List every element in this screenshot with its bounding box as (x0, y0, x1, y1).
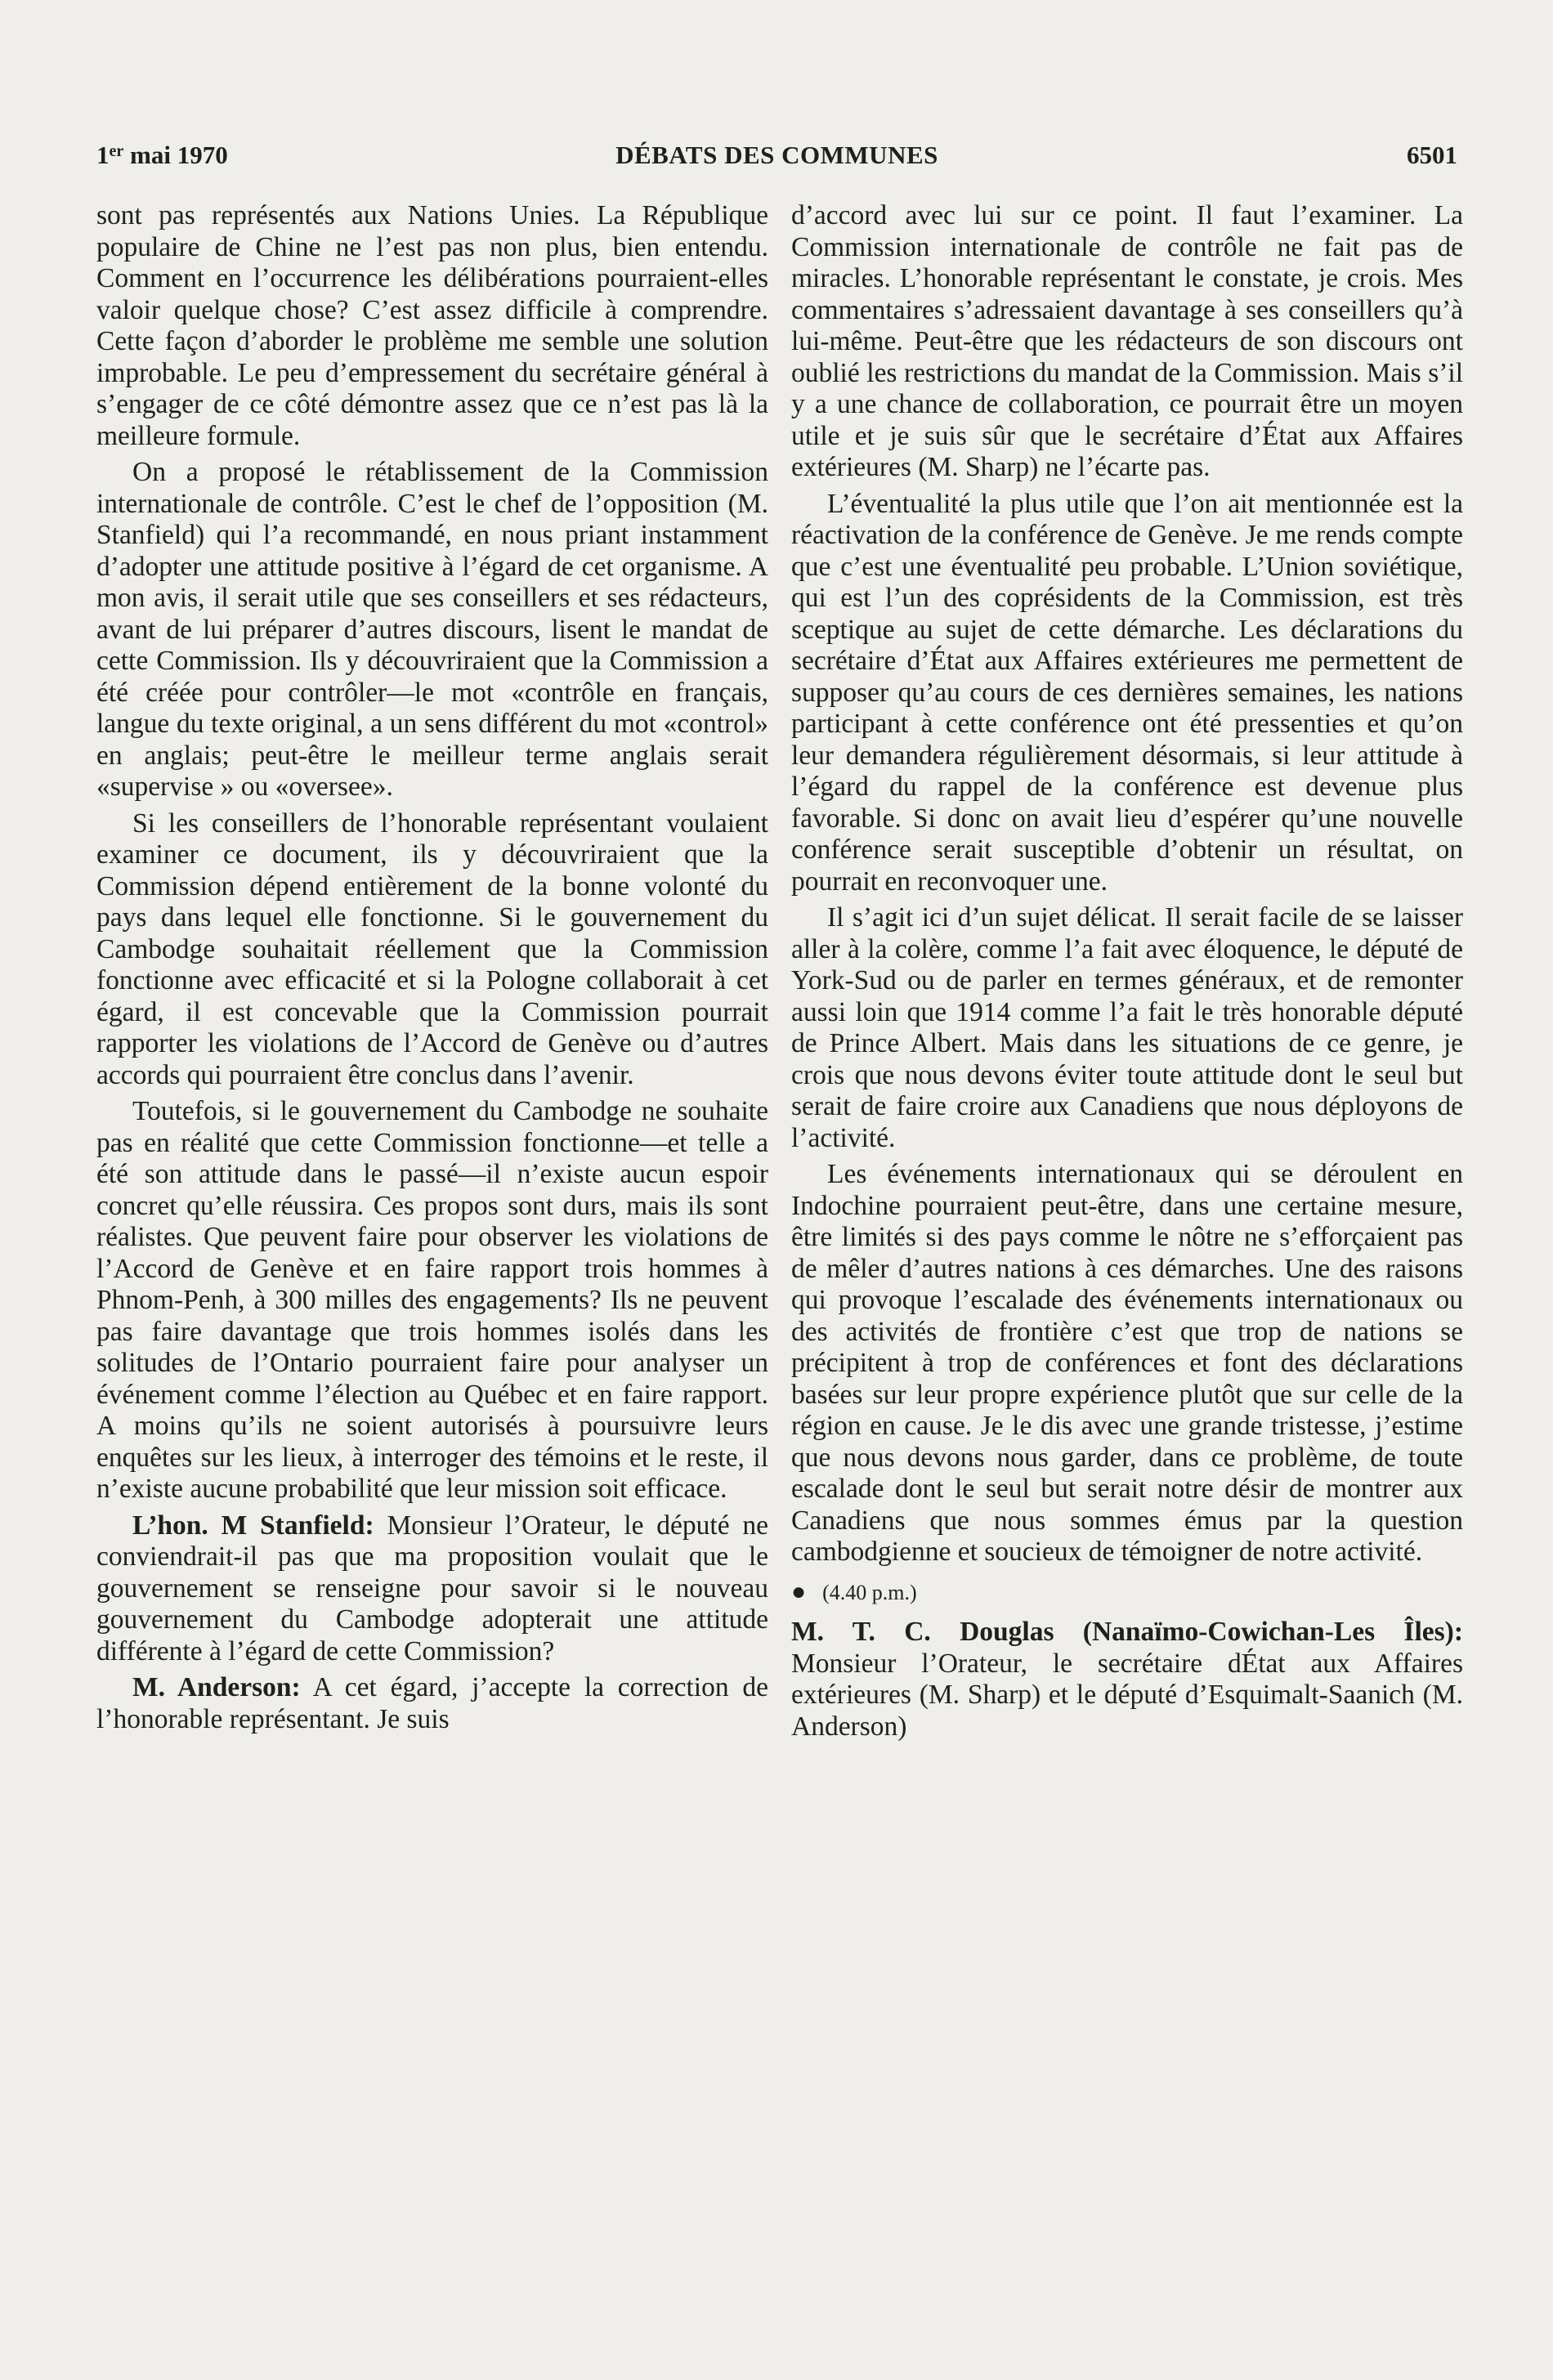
paragraph: sont pas représentés aux Nations Unies. La République populaire de Chine ne l’est pas non plus, bien entendu. Comment en l’occurrence les délibérations pourraient-elles valoir quelque chose? C’est assez difficile à comprendre. Cette façon d’aborder le problème me semble une solution improbable. Le peu d’empressement du secrétaire général à s’engager de ce côté démontre assez que ce n’est pas là la meilleure formule. (96, 200, 768, 451)
speaker-paragraph (96, 1672, 768, 1735)
page-header (96, 141, 1457, 181)
paragraph: d’accord avec lui sur ce point. Il faut l’examiner. La Commission internationale de contrôle ne fait pas de miracles. L’honorable représentant le constate, je crois. Mes commentaires s’adressaient davantage à ses conseillers qu’à lui-même. Peut-être que les rédacteurs de son discours ont oublié les restrictions du mandat de la Commission. Mais s’il y a une chance de collaboration, ce pourrait être un moyen utile et je suis sûr que le secrétaire d’État aux Affaires extérieures (M. Sharp) ne l’écarte pas. (791, 200, 1463, 482)
speaker-name: M. Anderson: (132, 1672, 301, 1702)
speaker-paragraph (96, 1510, 768, 1668)
paragraph: Il s’agit ici d’un sujet délicat. Il serait facile de se laisser aller à la colère, comme l’a fait avec éloquence, le député de York-Sud ou de parler en termes généraux, et de remonter aussi loin que 1914 comme l’a fait le très honorable député de Prince Albert. Mais dans les situations de ce genre, je crois que nous devons éviter toute attitude dont le seul but serait de faire croire aux Canadiens que nous déployons de l’activité. (791, 902, 1463, 1153)
speaker-name: L’hon. M Stanfield: (132, 1510, 374, 1541)
header-title: DÉBATS DES COMMUNES (615, 141, 938, 169)
header-date-day: 1 (96, 141, 110, 169)
header-date-superscript: er (109, 142, 124, 160)
bullet-icon: ● (791, 1577, 807, 1605)
paragraph: L’éventualité la plus utile que l’on ait mentionnée est la réactivation de la conférence de Genève. Je me rends compte que c’est une éventualité peu probable. L’Union soviétique, qui est l’un des coprésidents de la Commission, est très sceptique au sujet de cette démarche. Les déclarations du secrétaire d’État aux Affaires extérieures me permettent de supposer qu’au cours de ces dernières semaines, les nations participant à cette conférence ont été pressenties et qu’on leur demandera régulièrement désormais, si leur attitude à l’égard du rappel de la conférence est devenue plus favorable. Si donc on avait lieu d’espérer qu’une nouvelle conférence serait susceptible d’obtenir un résultat, on pourrait en reconvoquer une. (791, 488, 1463, 897)
paragraph: Toutefois, si le gouvernement du Cambodge ne souhaite pas en réalité que cette Commission fonctionne—et telle a été son attitude dans le passé—il n’existe aucun espoir concret qu’elle réussira. Ces propos sont durs, mais ils sont réalistes. Que peuvent faire pour observer les violations de l’Accord de Genève et en faire rapport trois hommes à Phnom-Penh, à 300 milles des engagements? Ils ne peuvent pas faire davantage que trois hommes isolés dans les solitudes de l’Ontario pourraient faire pour analyser un événement comme l’élection au Québec et en faire rapport. A moins qu’ils ne soient autorisés à poursuivre leurs enquêtes sur les lieux, à interroger des témoins et le reste, il n’existe aucune probabilité que leur mission soit efficace. (96, 1096, 768, 1504)
speaker-paragraph (791, 1617, 1463, 1742)
speaker-name: M. T. C. Douglas (Nanaïmo-Cowichan-Les Îles): (791, 1617, 1463, 1647)
paragraph: On a proposé le rétablissement de la Commission internationale de contrôle. C’est le chef de l’opposition (M. Stanfield) qui l’a recommandé, en nous priant instamment d’adopter une attitude positive à l’égard de cet organisme. A mon avis, il serait utile que ses conseillers et ses rédacteurs, avant de lui préparer d’autres discours, lisent le mandat de cette Commission. Ils y découvriraient que la Commission a été créée pour contrôler—le mot «contrôle en français, langue du texte original, a un sens différent du mot «control» en anglais; peut-être le meilleur terme anglais serait «supervise » ou «oversee». (96, 457, 768, 802)
left-column (96, 200, 768, 1740)
header-page-number: 6501 (1407, 141, 1457, 169)
time-marker-text: (4.40 p.m.) (822, 1580, 917, 1604)
time-marker (791, 1577, 1463, 1609)
paragraph: Les événements internationaux qui se déroulent en Indochine pourraient peut-être, dans une certaine mesure, être limités si des pays comme le nôtre ne s’efforçaient pas de mêler d’autres nations à ces démarches. Une des raisons qui provoque l’escalade des événements internationaux ou des activités de frontière c’est que trop de nations se précipitent à trop de conférences et font des déclarations basées sur leur propre expérience plutôt que sur celle de la région en cause. Je le dis avec une grande tristesse, j’estime que nous devons nous garder, dans ce problème, de toute escalade dont le seul but serait notre désir de montrer aux Canadiens que nous sommes émus par la question cambodgienne et soucieux de témoigner de notre activité. (791, 1159, 1463, 1567)
speech-text: Monsieur l’Orateur, le député ne conviendrait-il pas que ma proposition voulait que le gouvernement se renseigne pour savoir si le nouveau gouvernement du Cambodge adopterait une attitude différente à l’égard de cette Commission? (96, 1510, 768, 1666)
speech-text: Monsieur l’Orateur, le secrétaire dÉtat aux Affaires extérieures (M. Sharp) et le député d’Esquimalt-Saanich (M. Anderson) (791, 1648, 1463, 1742)
header-date-rest: mai 1970 (123, 141, 228, 169)
right-column (791, 200, 1463, 1747)
speech-text: A cet égard, j’accepte la correction de l’honorable représentant. Je suis (96, 1672, 768, 1734)
paragraph: Si les conseillers de l’honorable représentant voulaient examiner ce document, ils y découvriraient que la Commission dépend entièrement de la bonne volonté du pays dans lequel elle fonctionne. Si le gouvernement du Cambodge souhaitait réellement que la Commission fonctionne avec efficacité et si la Pologne collaborait à cet égard, il est concevable que la Commission pourrait rapporter les violations de l’Accord de Genève ou d’autres accords qui pourraient être conclus dans l’avenir. (96, 808, 768, 1090)
